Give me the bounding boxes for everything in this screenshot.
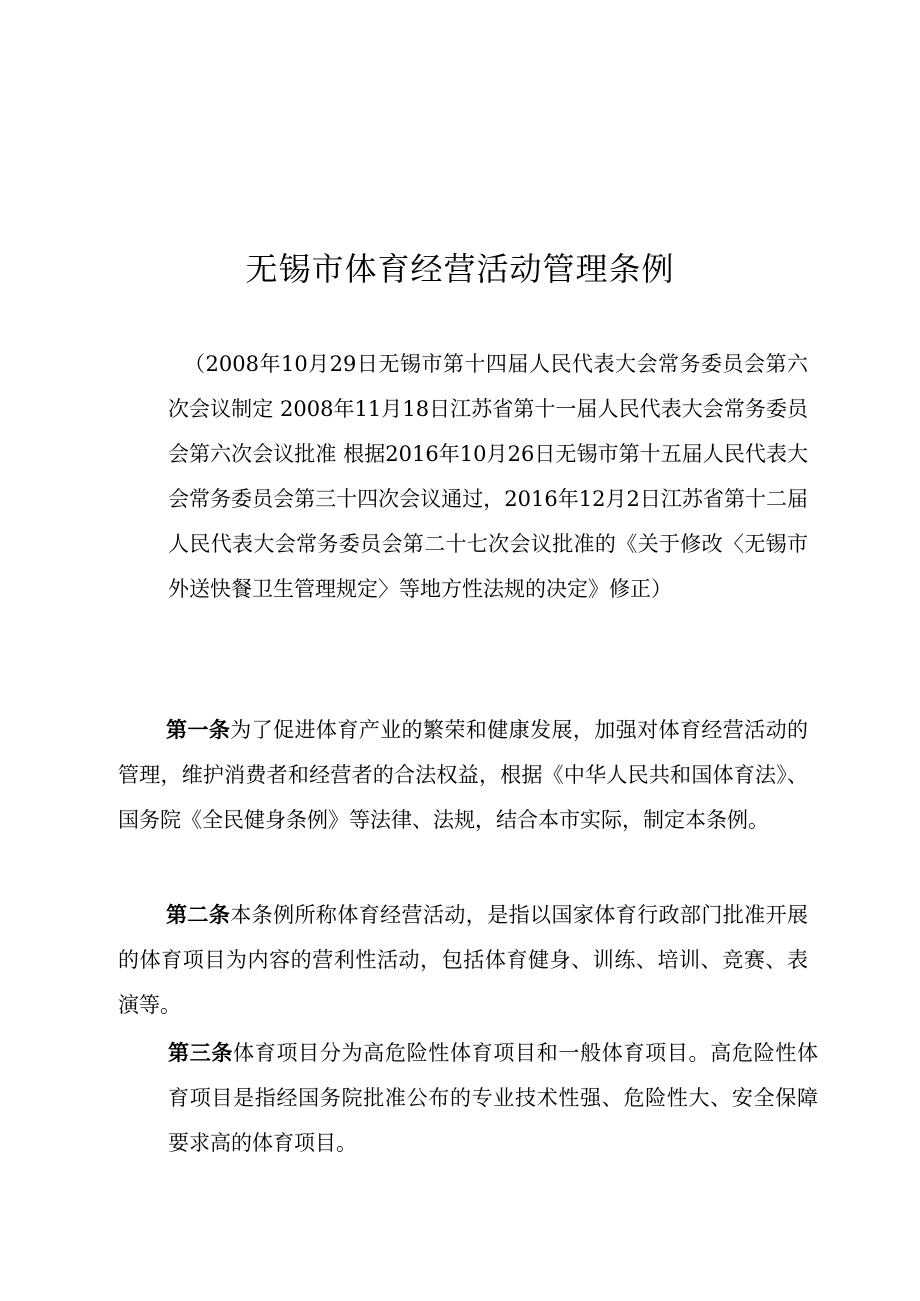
article-3-heading: 第三条 [168, 1041, 234, 1065]
document-title: 无锡市体育经营活动管理条例 [245, 250, 675, 288]
article-2 [118, 893, 808, 1028]
article-2-heading: 第二条 [166, 903, 231, 927]
enactment-note: （2008年10月29日无锡市第十四届人民代表大会常务委员会第六次会议制定 2008年11月18日江苏省第十一届人民代表大会常务委员会第六次会议批准 根据2016年10月26日无锡市第十五届人民代表大会常务委员会第三十四次会议通过，2016年12月2日江苏省第十二届人民代表大会常务委员会第二十七次会议批准的《关于修改〈无锡市外送快餐卫生管理规定〉等地方性法规的决定》修正） [168, 352, 808, 601]
article-3 [168, 1031, 818, 1166]
article-1-heading: 第一条 [166, 718, 231, 742]
article-1 [118, 708, 808, 843]
article-3-text: 体育项目分为高危险性体育项目和一般体育项目。高危险性体育项目是指经国务院批准公布的专业技术性强、危险性大、安全保障要求高的体育项目。 [168, 1041, 819, 1155]
article-2-text: 本条例所称体育经营活动，是指以国家体育行政部门批准开展的体育项目为内容的营利性活动，包括体育健身、训练、培训、竞赛、表演等。 [118, 903, 809, 1017]
article-1-text: 为了促进体育产业的繁荣和健康发展，加强对体育经营活动的管理，维护消费者和经营者的合法权益，根据《中华人民共和国体育法》、国务院《全民健身条例》等法律、法规，结合本市实际，制定本条例。 [118, 718, 809, 832]
